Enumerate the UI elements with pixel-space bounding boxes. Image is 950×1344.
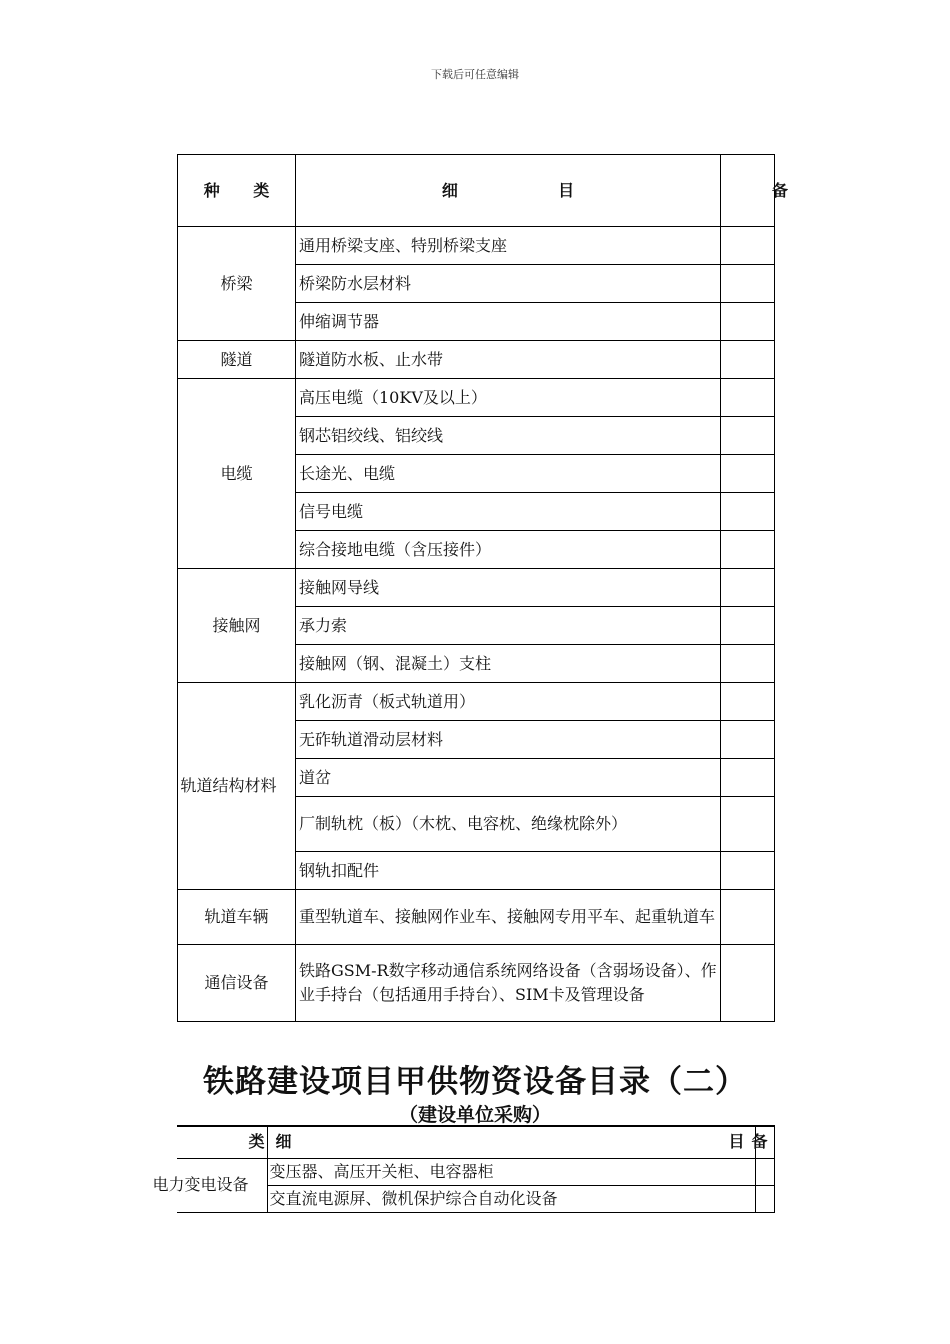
category-cell: 电力变电设备 <box>177 1158 267 1212</box>
table-row <box>178 379 775 417</box>
remark-cell <box>721 890 775 945</box>
section2-subtitle: （建设单位采购） <box>398 1104 551 1126</box>
remark-cell <box>721 455 775 493</box>
remark-cell <box>721 645 775 683</box>
item-cell: 乳化沥青（板式轨道用） <box>296 683 721 721</box>
table-row <box>178 227 775 265</box>
header-category: 种 类 <box>178 155 296 227</box>
section2-title: 铁路建设项目甲供物资设备目录（二） <box>203 1064 747 1100</box>
item-cell: 桥梁防水层材料 <box>296 265 721 303</box>
item-cell: 通用桥梁支座、特别桥梁支座 <box>296 227 721 265</box>
item-cell: 变压器、高压开关柜、电容器柜 <box>267 1158 755 1185</box>
table-row <box>178 341 775 379</box>
header-category: 类 <box>177 1126 267 1158</box>
header-remark: 备 <box>721 155 775 227</box>
item-cell: 伸缩调节器 <box>296 303 721 341</box>
remark-cell <box>721 683 775 721</box>
remark-cell <box>721 265 775 303</box>
category-cell: 轨道车辆 <box>178 890 296 945</box>
remark-cell <box>721 493 775 531</box>
remark-cell <box>721 303 775 341</box>
watermark: 下载后可任意编辑 <box>431 68 519 81</box>
item-cell: 长途光、电缆 <box>296 455 721 493</box>
item-cell: 综合接地电缆（含压接件） <box>296 531 721 569</box>
remark-cell <box>721 607 775 645</box>
category-cell: 轨道结构材料 <box>178 683 296 890</box>
table-row <box>177 1158 774 1185</box>
item-cell: 重型轨道车、接触网作业车、接触网专用平车、起重轨道车 <box>296 890 721 945</box>
table-row <box>178 569 775 607</box>
item-cell: 接触网导线 <box>296 569 721 607</box>
table-header-row <box>178 155 775 227</box>
item-cell: 钢轨扣配件 <box>296 852 721 890</box>
item-cell: 承力索 <box>296 607 721 645</box>
category-cell: 接触网 <box>178 569 296 683</box>
remark-cell <box>721 379 775 417</box>
remark-cell <box>755 1185 774 1212</box>
header-detail: 细 目 <box>267 1126 755 1158</box>
remark-cell <box>755 1158 774 1185</box>
remark-cell <box>721 417 775 455</box>
remark-cell <box>721 569 775 607</box>
item-cell: 高压电缆（10KV及以上） <box>296 379 721 417</box>
item-cell: 铁路GSM-R数字移动通信系统网络设备（含弱场设备）、作业手持台（包括通用手持台）、SIM卡及管理设备 <box>296 945 721 1022</box>
remark-cell <box>721 852 775 890</box>
category-cell: 电缆 <box>178 379 296 569</box>
table-row <box>178 890 775 945</box>
item-cell: 厂制轨枕（板）（木枕、电容枕、绝缘枕除外） <box>296 797 721 852</box>
remark-cell <box>721 797 775 852</box>
remark-cell <box>721 227 775 265</box>
header-detail: 细 目 <box>296 155 721 227</box>
table-row <box>178 683 775 721</box>
item-cell: 接触网（钢、混凝土）支柱 <box>296 645 721 683</box>
remark-cell <box>721 945 775 1022</box>
remark-cell <box>721 531 775 569</box>
item-cell: 道岔 <box>296 759 721 797</box>
item-cell: 无砟轨道滑动层材料 <box>296 721 721 759</box>
header-remark: 备 <box>755 1126 774 1158</box>
materials-table-2 <box>152 1125 775 1213</box>
remark-cell <box>721 721 775 759</box>
table-row <box>178 945 775 1022</box>
item-cell: 交直流电源屏、微机保护综合自动化设备 <box>267 1185 755 1212</box>
category-cell: 通信设备 <box>178 945 296 1022</box>
table-header-row <box>177 1126 774 1158</box>
category-cell: 隧道 <box>178 341 296 379</box>
remark-cell <box>721 759 775 797</box>
item-cell: 信号电缆 <box>296 493 721 531</box>
remark-cell <box>721 341 775 379</box>
item-cell: 钢芯铝绞线、铝绞线 <box>296 417 721 455</box>
item-cell: 隧道防水板、止水带 <box>296 341 721 379</box>
materials-table-1 <box>177 154 788 1022</box>
category-cell: 桥梁 <box>178 227 296 341</box>
